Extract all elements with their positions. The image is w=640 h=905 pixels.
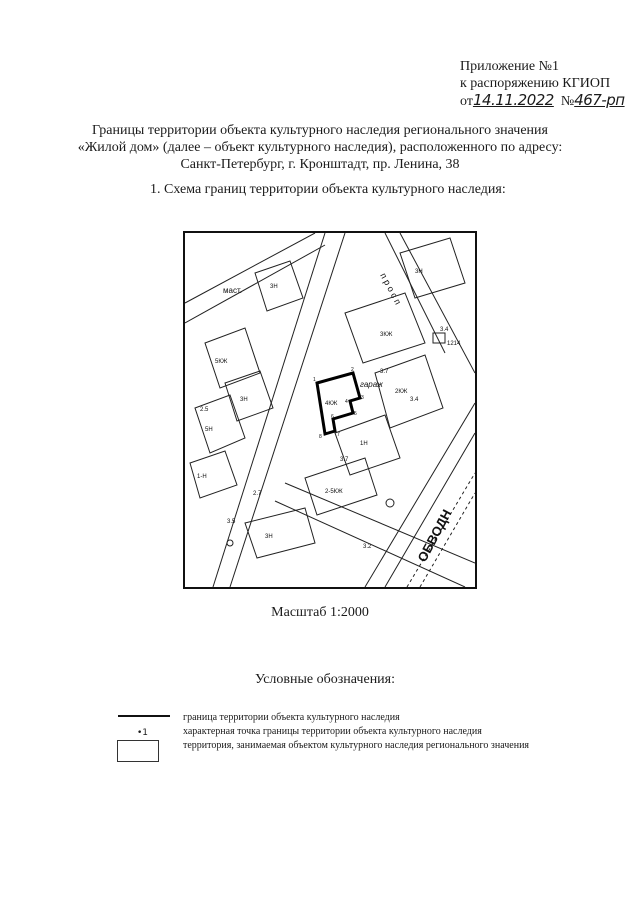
appendix-line1: Приложение №1 [460,59,559,74]
map-height: 2.5 [200,407,209,413]
map-house-label: 2КЖ [395,389,408,395]
map-house-label: 1Н [360,441,368,447]
appendix-number: 467-рп [574,91,625,109]
map-height: 3.5 [227,519,236,525]
boundary-point-label: 6 [331,414,334,420]
appendix-number-label: № [560,94,575,109]
legend-area-symbol [117,740,159,762]
map-house-label: 5Н [205,427,213,433]
map-height: 1214 [447,341,461,347]
title-line1: Границы территории объекта культурного наследия регионального значения [92,123,548,138]
boundary-point-label: 5 [354,411,357,417]
object-boundary [317,373,360,434]
boundary-map [183,231,477,589]
appendix-line3 [460,92,625,110]
section-heading: 1. Схема границ территории объекта культурного наследия: [150,182,506,197]
map-house-label: 3КЖ [380,332,393,338]
document-title [60,122,580,173]
map-house-label: 3Н [415,269,423,275]
map-house-label: 2-5КЖ [325,489,343,495]
map-height: 3.2 [363,544,372,550]
appendix-from-label: от [460,94,473,109]
map-height: 3.4 [440,327,449,333]
appendix-block [460,58,625,110]
title-line2: «Жилой дом» (далее – объект культурного наследия), расположенного по адресу: [77,140,563,155]
map-height: 3.4 [410,397,419,403]
boundary-point-label: 4 [345,399,348,405]
map-height: 3.7 [340,457,349,463]
legend-item-area: территория, занимаемая объектом культурного наследия регионального значения [183,740,530,751]
legend-boundary-line-symbol [118,715,170,717]
boundary-point-label: 1 [313,377,316,383]
map-house-label: 5КЖ [215,359,228,365]
legend-title: Условные обозначения: [254,672,396,687]
boundary-point-label: 8 [319,434,322,440]
map-house-label: 3Н [265,534,273,540]
map-scale: Масштаб 1:2000 [271,605,369,620]
title-line3: Санкт-Петербург, г. Кронштадт, пр. Ленина, 38 [180,157,460,172]
legend-item-boundary: граница территории объекта культурного наследия [183,712,400,723]
legend-point-symbol: •1 [137,728,149,738]
map-height: 2.7 [253,491,262,497]
map-house-label: 3Н [240,397,248,403]
boundary-point-label: 3 [361,395,364,401]
map-label-garage: гараж [360,380,383,389]
legend-item-point: характерная точка границы территории объекта культурного наследия [183,726,482,737]
map-label-mast: маст. [223,286,242,295]
boundary-point-label: 7 [337,432,340,438]
map-height: 3.7 [380,369,389,375]
map-label-prospect: п р о с п [378,271,404,307]
boundary-point-label: 2 [351,367,354,373]
appendix-line2: к распоряжению КГИОП [460,76,611,91]
appendix-date: 14.11.2022 [472,91,554,109]
map-house-label: 1-Н [197,474,207,480]
map-label-canal: ОБВОДН [414,506,455,565]
map-house-label: 3Н [270,284,278,290]
map-house-label: 4КЖ [325,401,338,407]
